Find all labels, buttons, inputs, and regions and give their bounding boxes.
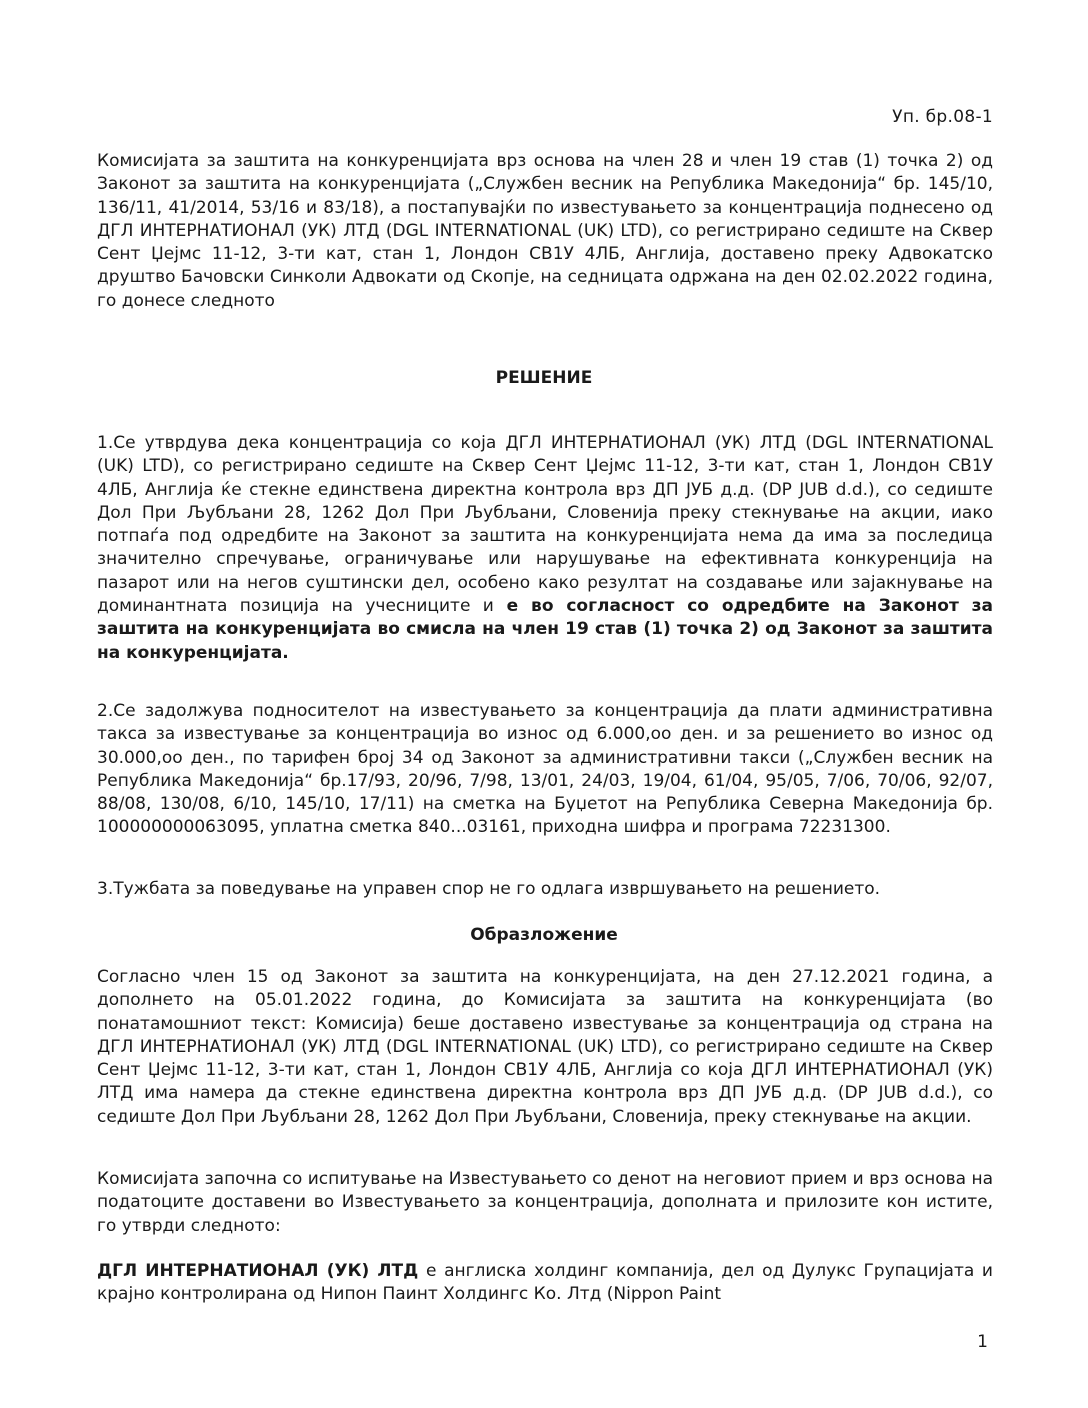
point-1-bold-text: е во согласност со одредбите на Законот за заштита на конкуренцијата во смисла на член 19 став (1) точка 2) од Законот за заштита на конкуренцијата. [97, 596, 993, 663]
intro-paragraph: Комисијата за заштита на конкуренцијата врз основа на член 28 и член 19 став (1) точка 2) од Законот за заштита на конкуренцијата („Службен весник на Република Македонија“ бр. 145/10, 136/11, 41/2014, 53/16 и 83/18), а постапувајќи по известувањето за концентрација поднесено од ДГЛ ИНТЕРНАТИОНАЛ (УК) ЛТД (DGL INTERNATIONAL (UK) LTD), со регистрирано седиште на Сквер Сент Џејмс 11-12, 3-ти кат, стан 1, Лондон СВ1У 4ЛБ, Англија, доставено преку Адвокатско друштво Бачовски Синколи Адвокати од Скопје, на седницата одржана на ден 02.02.2022 година, го донесе следното [97, 151, 993, 311]
reasoning-3-text: е англиска холдинг компанија, дел од Дулукс Групацијата и крајно контролирана од Нипон Паинт Холдингс Ко. Лтд (Nippon Paint [97, 1261, 993, 1305]
decision-point-2: 2.Се задолжува подносителот на известувањето за концентрација да плати административна такса за известување за концентрација во износ од 6.000,оо ден. и за решението во износ од 30.000,оо ден., по тарифен број 34 од Законот за административни такси („Службен весник на Република Македонија“ бр.17/93, 20/96, 7/98, 13/01, 24/03, 19/04, 61/04, 95/05, 7/06, 70/06, 92/07, 88/08, 130/08, 6/10, 145/10, 17/11) на сметка на Буџетот на Република Северна Македонија бр. 100000000063095, уплатна сметка 840...03161, приходна шифра и програма 72231300. [97, 701, 993, 838]
company-name-bold: ДГЛ ИНТЕРНАТИОНАЛ (УК) ЛТД [97, 1261, 419, 1281]
decision-title: РЕШЕНИЕ [495, 368, 593, 388]
reasoning-paragraph-1: Согласно член 15 од Законот за заштита на конкуренцијата, на ден 27.12.2021 година, а дополнето на 05.01.2022 година, до Комисијата за заштита на конкуренцијата (во понатамошниот текст: Комисија) беше доставено известување за концентрација од страна на ДГЛ ИНТЕРНАТИОНАЛ (УК) ЛТД (DGL INTERNATIONAL (UK) LTD), со регистрирано седиште на Сквер Сент Џејмс 11-12, 3-ти кат, стан 1, Лондон СВ1У 4ЛБ, Англија со која ДГЛ ИНТЕРНАТИОНАЛ (УК) ЛТД има намера да стекне единствена директна контрола врз ДП ЈУБ д.д. (DP JUB d.d.), со седиште Дол При Љубљани 28, 1262 Дол При Љубљани, Словенија, преку стекнување на акции. [97, 967, 993, 1127]
reference-number: Уп. бр.08-1 [892, 107, 993, 127]
reasoning-paragraph-3 [97, 1260, 993, 1307]
point-1-text: 1.Се утврдува дека концентрација со која ДГЛ ИНТЕРНАТИОНАЛ (УК) ЛТД (DGL INTERNATIONAL (UK) LTD), со регистрирано седиште на Сквер Сент Џејмс 11-12, 3-ти кат, стан 1, Лондон СВ1У 4ЛБ, Англија ќе стекне единствена директна контрола врз ДП ЈУБ д.д. (DP JUB d.d.), со седиште Дол При Љубљани 28, 1262 Дол При Љубљани, Словенија преку стекнување на акции, иако потпаѓа под одредбите на Законот за заштита на конкуренцијата нема да има за последица значително спречување, ограничување или нарушување на ефективната конкуренција на пазарот или на негов суштински дел, особено како резултат на создавање или зајакнување на доминантната позиција на учесниците и [97, 433, 993, 617]
page-number: 1 [977, 1332, 988, 1352]
decision-point-3: 3.Тужбата за поведување на управен спор не го одлага извршувањето на решението. [97, 879, 881, 899]
reasoning-paragraph-2: Комисијата започна со испитување на Известувањето со денот на неговиот прием и врз основа на податоците доставени во Известувањето за концентрација, дополната и прилозите кон истите, го утврди следното: [97, 1169, 993, 1236]
reasoning-title: Образложение [470, 925, 618, 945]
decision-point-1 [97, 432, 993, 665]
